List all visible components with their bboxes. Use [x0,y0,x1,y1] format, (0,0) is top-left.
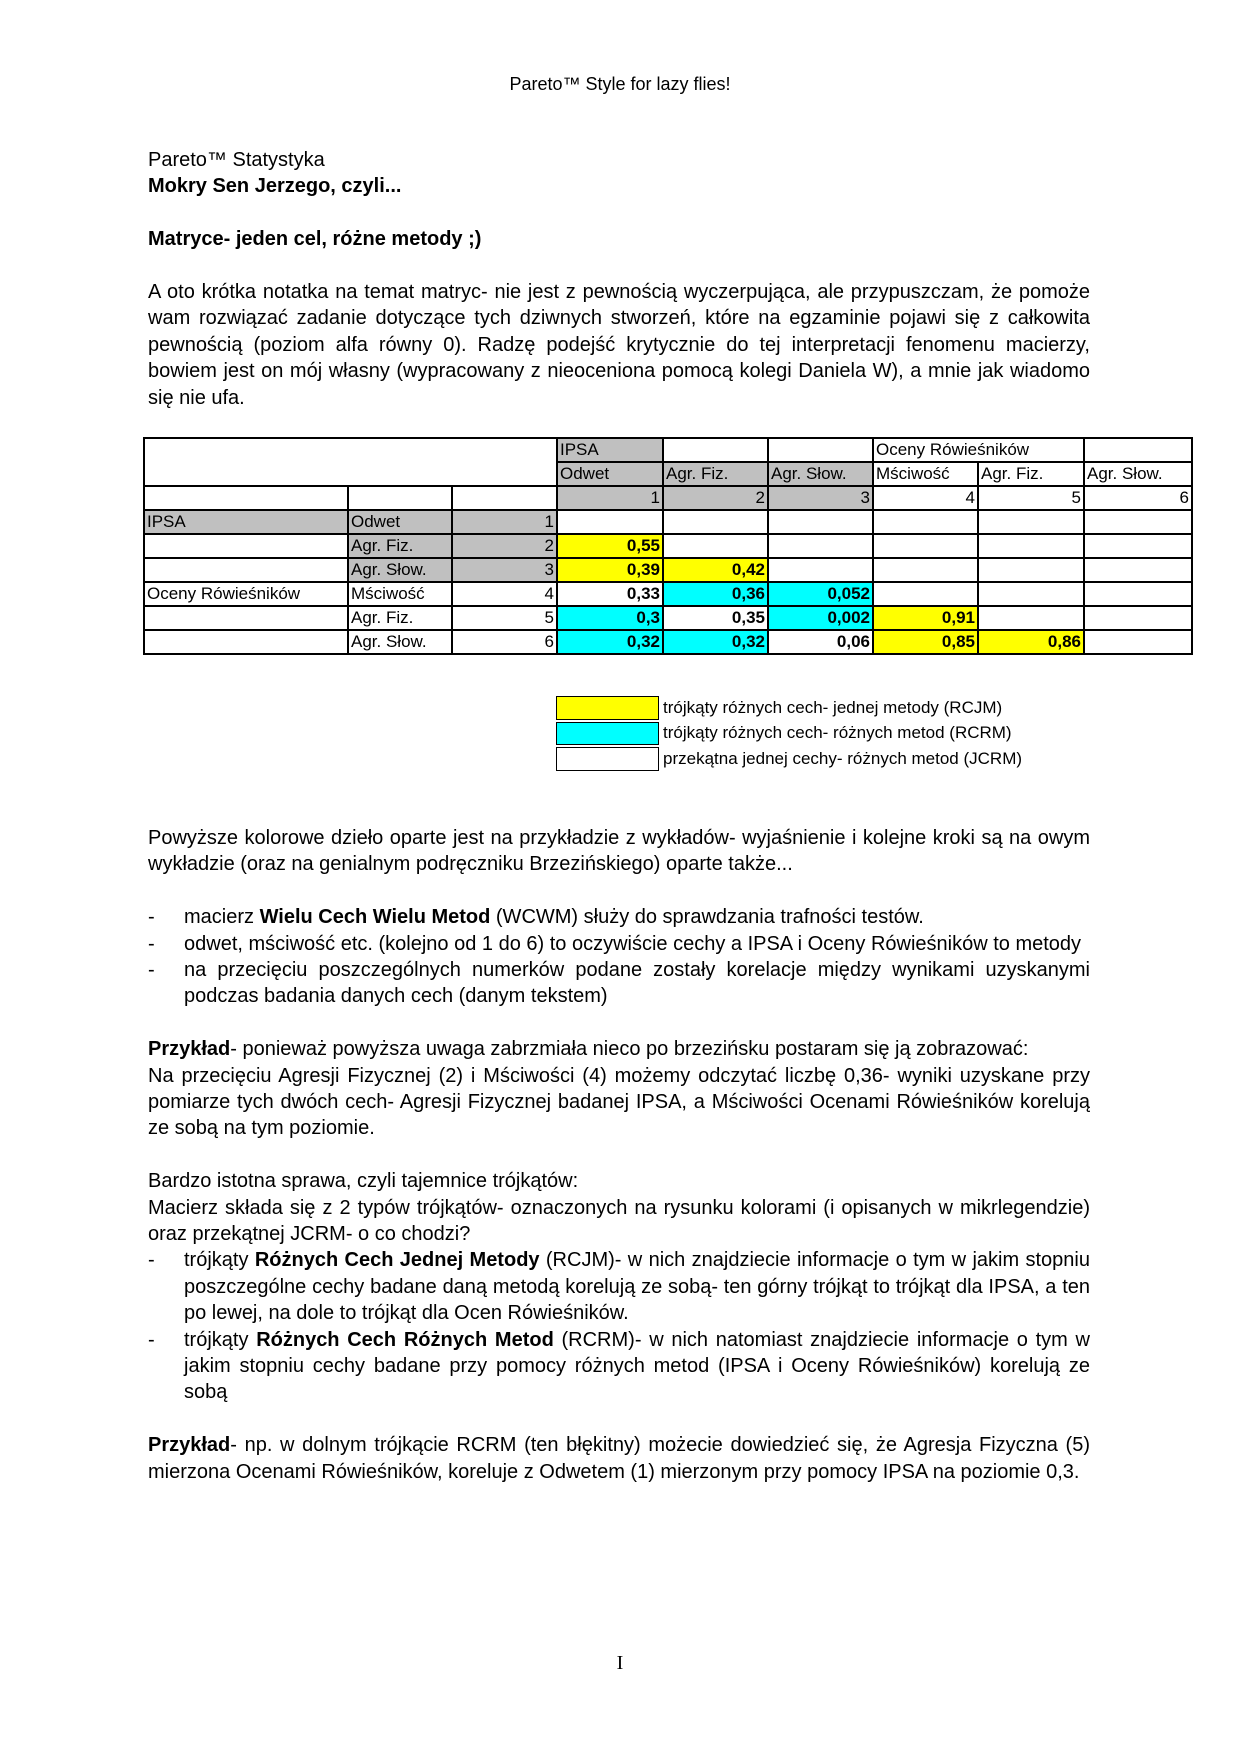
list-item [148,1247,1090,1326]
correlation-cell: 0,91 [873,606,978,630]
legend-item-jcrm [556,746,1022,772]
text-run: na przecięciu poszczególnych numerków podane zostały korelacje między wynikami uzyskanymi podczas badania danych cech (danym tekstem) [184,959,1090,1008]
trait-number: 6 [1084,486,1192,510]
table-cell [1084,558,1192,582]
table-cell [663,510,768,534]
list-item [148,904,1090,930]
bullet-list [148,904,1090,1010]
example-paragraph [148,1036,1090,1062]
bullet-dash: - [148,932,155,955]
trait-number: 5 [978,486,1084,510]
table-cell [144,534,348,558]
correlation-cell: 0,002 [768,606,873,630]
legend-item-rcrm [556,721,1022,747]
text-run: (WCWM) służy do sprawdzania trafności testów. [490,906,924,929]
table-cell [663,534,768,558]
trait-header: Mściwość [873,462,978,486]
table-cell [1084,510,1192,534]
table-cell [144,630,348,654]
table-row [144,606,1192,630]
doc-subtitle: Pareto™ Statystyka [148,149,325,171]
bold-term: Przykład [148,1038,231,1061]
trait-number: 3 [452,558,557,582]
mtmm-matrix-table [143,437,1193,655]
table-row [144,582,1192,606]
legend-swatch-white [556,747,659,771]
correlation-cell: 0,35 [663,606,768,630]
table-cell [978,582,1084,606]
table-cell [144,606,348,630]
trait-number: 4 [873,486,978,510]
trait-label: Agr. Słow. [348,558,452,582]
trait-number: 3 [768,486,873,510]
trait-label: Odwet [348,510,452,534]
correlation-cell: 0,3 [557,606,663,630]
intro-paragraph: A oto krótka notatka na temat matryc- nie jest z pewnością wyczerpująca, ale przypuszczam, że pomoże wam rozwiązać zadanie dotyczące tych dziwnych stworzeń, które na egzaminie pojawi się z całkowita pewnością (poziom alfa równy 0). Radzę podejść krytycznie do tej interpretacji fenomenu macierzy, bowiem jest on mój własny (wypracowany z nieoceniona pomocą kolegi Daniela W), a mnie jak wiadomo się nie ufa. [148,281,1090,409]
bullet-dash: - [148,1249,155,1272]
correlation-cell: 0,052 [768,582,873,606]
body-paragraph: Macierz składa się z 2 typów trójkątów- oznaczonych na rysunku kolorami (i opisanych w mikrlegendzie) oraz przekątnej JCRM- o co chodzi? [148,1196,1090,1246]
trait-number: 5 [452,606,557,630]
table-cell [144,486,348,510]
text-run: trójkąty [184,1328,257,1351]
table-cell [144,558,348,582]
table-cell [978,534,1084,558]
table-cell [1084,630,1192,654]
text-run: (RCRM)- w nich natomiast znajdziecie informacje o tym w jakim stopniu cechy badane przy pomocy różnych metod (IPSA i Oceny Rówieśników) korelują ze sobą [184,1328,1090,1404]
table-cell [768,510,873,534]
bold-term: Różnych Cech Różnych Metod [256,1328,554,1351]
text-run: - ponieważ powyższa uwaga zabrzmiała nieco po brzezińsku postaram się ją zobrazować: [230,1038,1029,1061]
trait-number: 1 [557,486,663,510]
legend-swatch-cyan [556,722,659,746]
method-header-ipsa: IPSA [557,438,663,462]
trait-number: 6 [452,630,557,654]
text-run: - np. w dolnym trójkącie RCRM (ten błękitny) możecie dowiedzieć się, że Agresja Fizyczna (5) mierzona Ocenami Rówieśników, koreluje z Odwetem (1) mierzonym przy pomocy IPSA na poziomie 0,3. [148,1434,1090,1483]
text-run: trójkąty [184,1249,255,1272]
trait-header: Agr. Fiz. [978,462,1084,486]
bullet-dash: - [148,906,155,929]
correlation-cell: 0,32 [557,630,663,654]
bullet-dash: - [148,959,155,982]
legend-label: przekątna jednej cechy- różnych metod (JCRM) [663,748,1023,768]
trait-number: 4 [452,582,557,606]
table-row [144,558,1192,582]
bullet-list [148,1247,1090,1405]
table-cell [768,438,873,462]
table-cell [873,582,978,606]
table-cell [144,438,557,486]
body-paragraph: Na przecięciu Agresji Fizycznej (2) i Mściwości (4) możemy odczytać liczbę 0,36- wyniki uzyskane przy pomiarze tych dwóch cech- Agresji Fizycznej badanej IPSA, a Mściwości Ocenami Rówieśników korelują ze sobą na tym poziomie. [148,1064,1090,1140]
trait-header: Agr. Fiz. [663,462,768,486]
trait-header: Odwet [557,462,663,486]
legend-label: trójkąty różnych cech- jednej metody (RCJM) [663,697,1003,717]
table-row [144,438,1192,462]
trait-number: 2 [452,534,557,558]
method-header-oceny: Oceny Rówieśników [873,438,1084,462]
intro-section [148,147,1090,411]
correlation-cell: 0,36 [663,582,768,606]
correlation-cell: 0,55 [557,534,663,558]
trait-label: Agr. Fiz. [348,606,452,630]
method-label: Oceny Rówieśników [144,582,348,606]
correlation-cell: 0,33 [557,582,663,606]
correlation-cell: 0,06 [768,630,873,654]
list-item [148,931,1090,957]
table-cell [1084,606,1192,630]
table-cell [873,534,978,558]
trait-number: 2 [663,486,768,510]
correlation-cell: 0,85 [873,630,978,654]
example-paragraph [148,1432,1090,1485]
table-cell [768,558,873,582]
trait-header: Agr. Słow. [1084,462,1192,486]
list-item [148,957,1090,1010]
table-cell [1084,534,1192,558]
table-row [144,534,1192,558]
table-cell [873,558,978,582]
correlation-cell: 0,86 [978,630,1084,654]
body-paragraph: Bardzo istotna sprawa, czyli tajemnice trójkątów: [148,1170,579,1193]
table-cell [1084,582,1192,606]
trait-label: Mściwość [348,582,452,606]
text-run: macierz [184,906,260,929]
page-number: I [616,1652,624,1674]
correlation-cell: 0,39 [557,558,663,582]
section-heading-text: Matryce- jeden cel, różne metody ;) [148,228,482,251]
doc-title-text: Mokry Sen Jerzego, czyli... [148,175,402,198]
body-paragraph: Powyższe kolorowe dzieło oparte jest na przykładzie z wykładów- wyjaśnienie i kolejne kroki są na owym wykładzie (oraz na genialnym podręczniku Brzezińskiego) oparte także... [148,827,1090,876]
table-row [144,486,1192,510]
trait-label: Agr. Słow. [348,630,452,654]
table-cell [452,486,557,510]
trait-label: Agr. Fiz. [348,534,452,558]
section-heading [148,226,1090,252]
doc-title [148,173,1090,199]
bold-term: Wielu Cech Wielu Metod [259,906,491,929]
table-row [144,510,1192,534]
body-section [148,825,1090,1485]
table-cell [663,438,768,462]
method-label: IPSA [144,510,348,534]
table-cell [978,558,1084,582]
table-cell [873,510,978,534]
page-header: Pareto™ Style for lazy flies! [509,74,731,94]
legend-swatch-yellow [556,696,659,720]
list-item [148,1327,1090,1406]
bold-term: Przykład [148,1434,231,1457]
color-legend [556,695,1022,772]
text-run: odwet, mściwość etc. (kolejno od 1 do 6) to oczywiście cechy a IPSA i Oceny Rówieśników to metody [184,932,1082,955]
bold-term: Różnych Cech Jednej Metody [254,1249,540,1272]
table-cell [768,534,873,558]
table-row [144,630,1192,654]
trait-header: Agr. Słow. [768,462,873,486]
trait-number: 1 [452,510,557,534]
correlation-cell: 0,32 [663,630,768,654]
table-cell [557,510,663,534]
table-cell [978,510,1084,534]
table-cell [978,606,1084,630]
text-run: (RCJM)- w nich znajdziecie informacje o tym w jakim stopniu poszczególne cechy badane daną metodą korelują ze sobą- ten górny trójkąt to trójkąt dla IPSA, a ten po lewej, na dole to trójkąt dla Ocen Rówieśników. [184,1249,1090,1325]
correlation-cell: 0,42 [663,558,768,582]
legend-label: trójkąty różnych cech- różnych metod (RCRM) [663,723,1012,743]
legend-item-rcjm [556,695,1022,721]
table-cell [348,486,452,510]
bullet-dash: - [148,1328,155,1351]
table-cell [1084,438,1192,462]
